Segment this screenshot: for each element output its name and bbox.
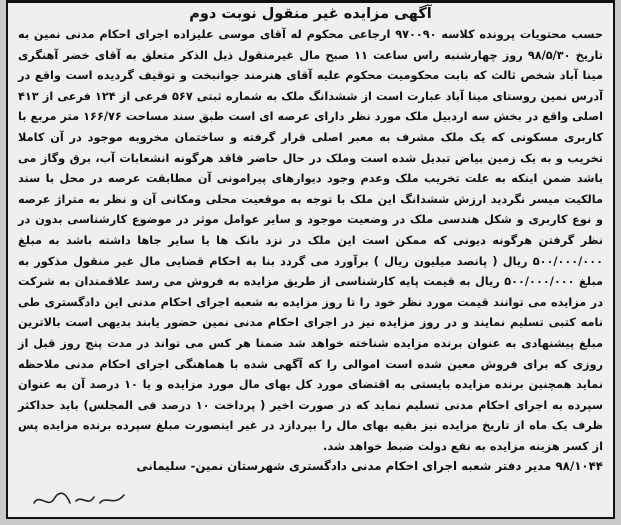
handwritten-signature bbox=[30, 489, 130, 511]
auction-notice bbox=[6, 0, 615, 519]
notice-title: آگهی مزایده غیر منقول نوبت دوم bbox=[189, 6, 432, 22]
notice-body: حسب محتویات پرونده کلاسه ۹۷۰۰۹۰ ارجاعی محکوم له آقای موسی علیزاده اجرای احکام مدنی نمین به تاریخ ۹۸/۵/۳۰ روز چهارشنبه راس ساعت ۱۱ صبح مال غیرمنقول ذیل الذکر متعلق به آقای خضر آهنگری مینا آباد شخص ثالث که بابت محکومیت محکوم علیه آقای هنرمند جوانبخت و توقیف گردیده است واقع در آدرس نمین روستای مینا آباد عبارت است از ششدانگ ملک به شماره ثبتی ۵۶۷ فرعی از ۱۲۴ فرعی از ۴۱۳ اصلی واقع در بخش سه اردبیل ملک مورد نظر دارای عرصه ای است طبق سند مساحت ۱۶۶/۷۶ متر مربع با کاربری مسکونی که یک ملک مشرف به معبر اصلی قرار گرفته و ساختمان مخروبه موجود در آن کاملا تخریب و به یک زمین بیاض تبدیل شده است وملک در حال حاضر فاقد هرگونه انشعابات آب، برق وگاز می باشد ضمن اینکه به علت تخریب ملک وعدم وجود دیوارهای پیرامونی آن مطابقت عرصه در محل با سند مالکیت میسر نگردید ارزش ششدانگ این ملک با توجه به موقعیت محلی ومکانی آن و نظر به متراژ عرصه و نوع کاربری و شکل هندسی ملک در وضعیت موجود و سایر عوامل موثر در موضوع کارشناسی بدون در نظر گرفتن هرگونه دیونی که ممکن است این ملک در نزد بانک ها یا سایر جاها داشته باشد به مبلغ ۵۰۰/۰۰۰/۰۰۰ ریال ( پانصد میلیون ریال ) برآورد می گردد بنا به احکام قضایی مال غیر منقول مذکور به مبلغ ۵۰۰/۰۰۰/۰۰۰ ریال به قیمت پایه کارشناسی از طریق مزایده به فروش می رسد علاقمندان به شرکت در مزایده می توانند قیمت مورد نظر خود را تا روز مزایده به شعبه اجرای احکام مدنی این دادگستری طی نامه کتبی تسلیم نمایند و در روز مزایده نیز در اجرای احکام مدنی نمین حضور یابند بدیهی است بالاترین مبلغ پیشنهادی به عنوان برنده مزایده شناخته خواهد شد ضمنا هر کس می تواند در مدت پنج روز قبل از روزی که برای فروش معین شده است اموالی را که آگهی شده با هماهنگی اجرای احکام مدنی ملاحظه نماید همچنین برنده مزایده بایستی به اقتضای مورد کل بهای مال مورد مزایده و یا ۱۰ درصد آن به عنوان سپرده به اجرای احکام مدنی تسلیم نماید که در صورت اخیر ( پرداخت ۱۰ درصد فی المجلس) باید حداکثر ظرف یک ماه از تاریخ مزایده نیز بقیه بهای مال را بپردازد در غیر اینصورت مبلغ سپرده برنده مزایده پس از کسر هزینه مزایده به نفع دولت ضبط خواهد شد. bbox=[18, 28, 603, 453]
notice-footer: ۹۸/۱۰۴۴ مدیر دفتر شعبه اجرای احکام مدنی دادگستری شهرستان نمین- سلیمانی bbox=[136, 459, 603, 474]
